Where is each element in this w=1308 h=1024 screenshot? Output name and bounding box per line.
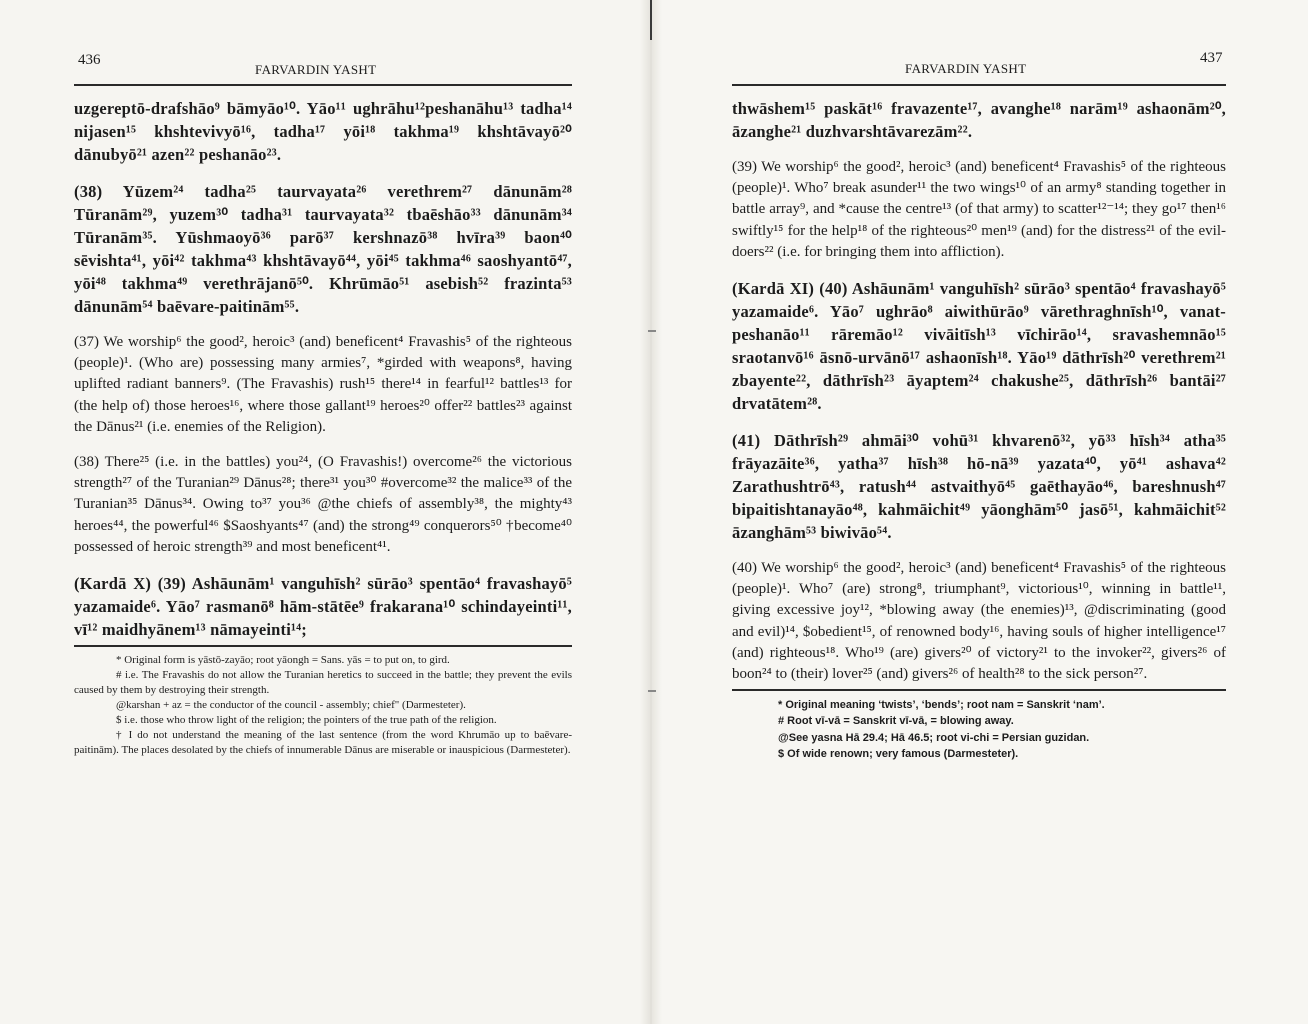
footnote: $ i.e. those who throw light of the religion; the pointers of the true path of the religion. [116, 713, 497, 726]
translation-verse-39: (39) We worship⁶ the good², heroic³ (and) beneficent⁴ Fravashis⁵ of the righteous (people)¹. Who⁷ break asunder¹¹ the two wings¹⁰ of an army⁸ standing together in battle array⁹, and *cause the centre¹³ (of that army) to scatter¹²⁻¹⁴; they go¹⁷ then¹⁶ swiftly¹⁵ for the help¹⁸ of the righteous²⁰ men¹⁹ (and) for the distress²¹ of the evil-doers²² (i.e. for bringing them into affliction). [732, 159, 1226, 260]
gutter-line [650, 0, 652, 40]
page-number-right: 437 [1200, 50, 1223, 66]
footnote: @See yasna Hā 29.4; Hā 46.5; root vi-chi = Persian guzidan. [778, 731, 1090, 744]
avesta-verse-41: (41) Dāthrīsh²⁹ ahmāi³⁰ vohū³¹ khvarenō³², yō³³ hīsh³⁴ atha³⁵ frāyazāite³⁶, yatha³⁷ hīsh³⁸ hō-nā³⁹ yazata⁴⁰, yō⁴¹ ashava⁴² Zarathushtrō⁴³, ratush⁴⁴ astvaithyō⁴⁵ gaēthayāo⁴⁶, bareshnush⁴⁷ bipaitishtanayāo⁴⁸, kahmāichit⁴⁹ yāonghām⁵⁰ jasō⁵¹, kahmāichit⁵² āzanghām⁵³ biwivāo⁵⁴. [732, 431, 1226, 543]
avesta-verse-38: (38) Yūzem²⁴ tadha²⁵ taurvayata²⁶ verethrem²⁷ dānunām²⁸ Tūranām²⁹, yuzem³⁰ tadha³¹ taurvayata³² tbaēshāo³³ dānunām³⁴ Tūranām³⁵. Yūshmaoyō³⁶ parō³⁷ kershnazō³⁸ hvīra³⁹ baon⁴⁰ sēvishta⁴¹, yōi⁴² takhma⁴³ khshtāvayō⁴⁴, yōi⁴⁵ takhma⁴⁶ saoshyantō⁴⁷, yōi⁴⁸ takhma⁴⁹ verethrājanō⁵⁰. Khrūmāo⁵¹ asebish⁵² frazinta⁵³ dānunām⁵⁴ baēvare-paitinām⁵⁵. [74, 182, 572, 316]
translation-verse-40: (40) We worship⁶ the good², heroic³ (and) beneficent⁴ Fravashis⁵ of the righteous (people)¹. Who⁷ (are) strong⁸, triumphant⁹, victorious¹⁰, winning in battle¹¹, giving excessive joy¹², *blowing away (the enemies)¹³, @discriminating (good and evil)¹⁴, $obedient¹⁵, of renowned body¹⁶, having souls of higher intelligence¹⁷ (and) righteous¹⁸. Who¹⁹ (are) givers²⁰ of victory²¹ to the invoker²², givers²⁶ of boon²⁴ to (their) lover²⁵ (and) givers²⁶ of health²⁸ to the sick person²⁷. [732, 560, 1226, 683]
footnote: @karshan + az = the conductor of the council - assembly; chief" (Darmesteter). [116, 698, 466, 711]
book-gutter [640, 0, 662, 1024]
left-text-column [74, 97, 572, 758]
footnote: $ Of wide renown; very famous (Darmesteter). [778, 748, 1019, 761]
footnote: * Original form is yāstō-zayāo; root yāongh = Sans. yās = to put on, to gird. [116, 653, 450, 666]
translation-verse-37: (37) We worship⁶ the good², heroic³ (and) beneficent⁴ Fravashis⁵ of the righteous (people)¹. (Who are) possessing many armies⁷, *girded with weapons⁸, having uplifted radiant banners⁹. (The Fravashis) rush¹⁵ there¹⁴ in fearful¹² battles¹³ for (the help of) those heroes¹⁶, where those gallant¹⁹ heroes²⁰ offer²² battles²³ against the Dānus²¹ (i.e. enemies of the Religion). [74, 334, 572, 435]
header-rule-left [74, 84, 572, 86]
page-number-left: 436 [78, 52, 101, 68]
avesta-verse-39-continued: thwāshem¹⁵ paskāt¹⁶ fravazente¹⁷, avanghe¹⁸ narām¹⁹ ashaonām²⁰, āzanghe²¹ duzhvarshtāvarezām²². [732, 99, 1226, 141]
footnote: † I do not understand the meaning of the last sentence (from the word Khrumāo up to baēvare-paitinām). The places desolated by the chiefs of innumerable Dānus are miserable or inauspicious (Darmesteter). [74, 728, 572, 756]
running-head-left: FARVARDIN YASHT [255, 62, 377, 77]
footnote-rule-left [74, 645, 572, 647]
footnote-rule-right [732, 689, 1226, 691]
running-head-right: FARVARDIN YASHT [905, 61, 1027, 76]
gutter-mark [648, 330, 656, 332]
header-rule-right [732, 84, 1226, 86]
translation-verse-38: (38) There²⁵ (i.e. in the battles) you²⁴, (O Fravashis!) overcome²⁶ the victorious strength²⁷ of the Turanian²⁹ Dānus²⁸; there³¹ you³⁰ #overcome³² the malice³³ of the Turanian³⁵ Dānus³⁴. Owing to³⁷ you³⁶ @the chiefs of assembly³⁸, the mighty⁴³ heroes⁴⁴, the powerful⁴⁶ $Saoshyants⁴⁷ (and) the strong⁴⁹ conquerors⁵⁰ †become⁴⁰ possessed of heroic strength³⁹ and most beneficent⁴¹. [74, 454, 572, 555]
footnote: # i.e. The Fravashis do not allow the Turanian heretics to succeed in the battle; they prevent the evils caused by them by destroying their strength. [74, 668, 572, 696]
footnote: * Original meaning ‘twists’, ‘bends’; root nam = Sanskrit ‘nam’. [778, 698, 1105, 711]
footnote: # Root vī-vā = Sanskrit vī-vā, = blowing away. [778, 715, 1014, 728]
avesta-verse-continued: uzgereptō-drafshāo⁹ bāmyāo¹⁰. Yāo¹¹ ughrāhu¹²peshanāhu¹³ tadha¹⁴ nijasen¹⁵ khshtevivyō¹⁶, tadha¹⁷ yōi¹⁸ takhma¹⁹ khshtāvayō²⁰ dānubyō²¹ azen²² peshanāo²³. [74, 99, 572, 164]
avesta-verse-40: (Kardā XI) (40) Ashāunām¹ vanguhīsh² sūrāo³ spentāo⁴ fravashayō⁵ yazamaide⁶. Yāo⁷ ughrāo⁸ aiwithūrāo⁹ vārethraghnīsh¹⁰, vanat-peshanāo¹¹ rāremāo¹² vivāitīsh¹³ vīchirāo¹⁴, sravashemnāo¹⁵ sraotanvō¹⁶ āsnō-urvānō¹⁷ ashaonīsh¹⁸. Yāo¹⁹ dāthrīsh²⁰ verethrem²¹ zbayente²², dāthrīsh²³ āyaptem²⁴ chakushe²⁵, dāthrīsh²⁶ bantāi²⁷ drvatātem²⁸. [732, 279, 1226, 414]
gutter-mark [648, 690, 656, 692]
avesta-verse-39: (Kardā X) (39) Ashāunām¹ vanguhīsh² sūrāo³ spentāo⁴ fravashayō⁵ yazamaide⁶. Yāo⁷ rasmanō⁸ hām-stātēe⁹ frakarana¹⁰ schindayeinti¹¹, vī¹² maidhyānem¹³ nāmayeinti¹⁴; [74, 574, 572, 640]
right-text-column [732, 97, 1226, 763]
